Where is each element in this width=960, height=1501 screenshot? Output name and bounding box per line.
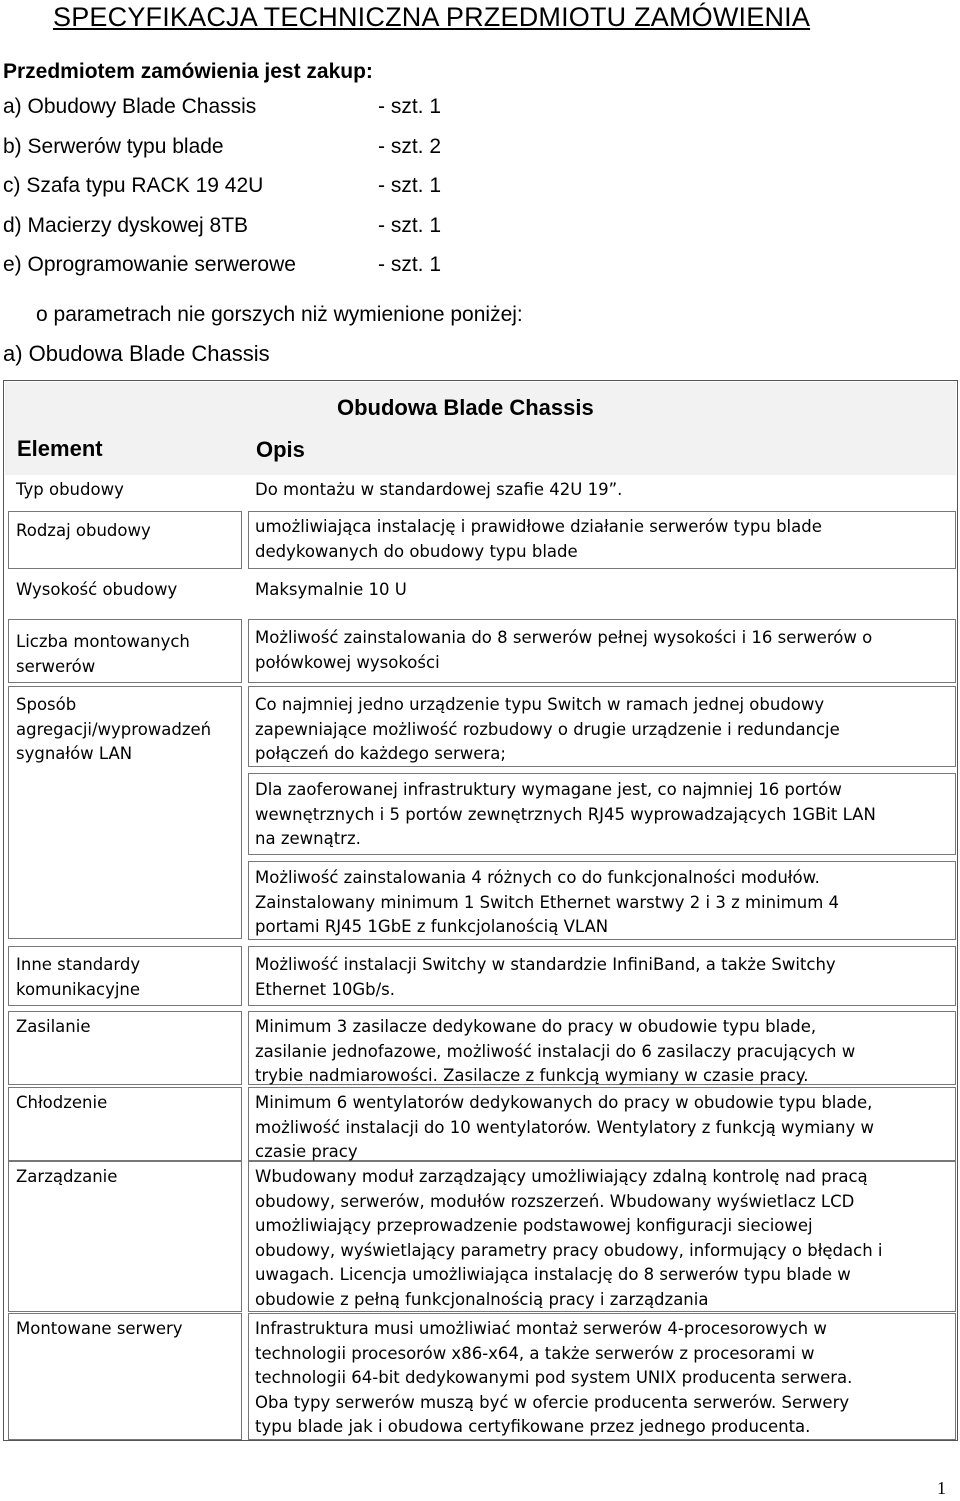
description-line: wewnętrznych i 5 portów zewnętrznych RJ45 wyprowadzających 1GBit LAN (255, 804, 876, 824)
spec-row-label (16, 1091, 236, 1116)
description-line: typu blade jak i obudowa certyfikowane przez jednego producenta. (255, 1417, 811, 1436)
list-item (3, 174, 442, 215)
description-line: Co najmniej jedno urządzenie typu Switch w ramach jednej obudowy (255, 695, 825, 714)
label-line: Wysokość obudowy (16, 580, 178, 599)
description-line: Ethernet 10Gb/s. (255, 979, 395, 999)
label-line: Montowane serwery (16, 1319, 183, 1338)
description-line: zapewniające możliwość rozbudowy o drugie urządzenie i redundancje (255, 719, 840, 739)
spec-row-label (16, 478, 236, 503)
spec-table (3, 380, 958, 1441)
label-line: Chłodzenie (16, 1093, 108, 1112)
description-line: na zewnątrz. (255, 829, 361, 848)
description-line: Dla zaoferowanej infrastruktury wymagane jest, co najmniej 16 portów (255, 780, 842, 799)
description-line: technologii 64-bit dedykowanymi pod system UNIX producenta serwera. (255, 1368, 853, 1387)
description-line: Infrastruktura musi umożliwiać montaż serwerów 4-procesorowych w (255, 1319, 827, 1338)
label-line: Typ obudowy (16, 480, 124, 499)
description-line: połówkowej wysokości (255, 652, 440, 672)
list-item (3, 253, 442, 294)
spec-row-description (255, 866, 955, 940)
spec-row-description (255, 1317, 955, 1440)
spec-row-label (16, 1165, 236, 1190)
description-line: Maksymalnie 10 U (255, 580, 407, 599)
description-line: zasilanie jednofazowe, możliwość instalacji do 6 zasilaczy pracujących w (255, 1041, 856, 1061)
description-line: Zainstalowany minimum 1 Switch Ethernet warstwy 2 i 3 z minimum 4 (255, 892, 840, 912)
intro-text: Przedmiotem zamówienia jest zakup: (3, 60, 373, 83)
item-quantity: - szt. 1 (378, 253, 442, 276)
item-quantity: - szt. 1 (378, 95, 442, 118)
spec-row-description (255, 953, 955, 1002)
description-line: Oba typy serwerów muszą być w ofercie producenta serwerów. Serwery (255, 1392, 850, 1412)
spec-row-label (16, 578, 236, 603)
description-line: Do montażu w standardowej szafie 42U 19”. (255, 480, 623, 499)
label-line: komunikacyjne (16, 979, 141, 999)
item-quantity: - szt. 1 (378, 174, 442, 197)
list-item (3, 95, 442, 136)
spec-row-description (255, 478, 955, 503)
label-line: Zarządzanie (16, 1167, 118, 1186)
description-line: czasie pracy (255, 1142, 358, 1161)
description-line: portami RJ45 1GbE z funkcjolanością VLAN (255, 917, 609, 936)
list-item (3, 213, 442, 255)
label-line: Rodzaj obudowy (16, 521, 151, 540)
item-quantity: - szt. 1 (378, 213, 442, 237)
spec-row-description (255, 778, 955, 852)
description-line: możliwość instalacji do 10 wentylatorów. Wentylatory z funkcją wymiany w (255, 1117, 874, 1137)
table-header (5, 382, 956, 475)
description-line: połączeń do każdego serwera; (255, 744, 506, 763)
label-line: serwerów (16, 656, 96, 676)
item-label: d) Macierzy dyskowej 8TB (3, 213, 249, 237)
label-line: Sposób (16, 695, 77, 714)
column-header-opis: Opis (256, 437, 305, 462)
description-line: Wbudowany moduł zarządzający umożliwiający zdalną kontrolę nad pracą (255, 1167, 868, 1186)
spec-row-description (255, 578, 955, 603)
description-line: umożliwiająca instalację i prawidłowe działanie serwerów typu blade (255, 517, 822, 536)
spec-row-description (255, 1165, 955, 1312)
label-line: Zasilanie (16, 1017, 91, 1036)
spec-row-label (16, 519, 236, 544)
description-line: Możliwość zainstalowania 4 różnych co do funkcjonalności modułów. (255, 868, 820, 887)
description-line: Minimum 6 wentylatorów dedykowanych do pracy w obudowie typu blade, (255, 1093, 873, 1112)
spec-row-label (16, 630, 236, 679)
item-label: c) Szafa typu RACK 19 42U (3, 174, 264, 197)
description-line: umożliwiający przeprowadzenie podstawowej konfiguracji sieciowej (255, 1216, 813, 1235)
table-title: Obudowa Blade Chassis (337, 395, 594, 420)
description-line: technologii procesorów x86-x64, a także serwerów z procesorami w (255, 1343, 815, 1363)
spec-row-description (255, 1091, 955, 1165)
spec-row-label (16, 693, 236, 767)
spec-row-description (255, 693, 955, 767)
label-line: Inne standardy (16, 955, 141, 974)
description-line: Możliwość instalacji Switchy w standardzie InfiniBand, a także Switchy (255, 955, 836, 974)
item-label: e) Oprogramowanie serwerowe (3, 253, 296, 276)
spec-row-label (16, 953, 236, 1002)
spec-row-description (255, 626, 955, 675)
label-line: sygnałów LAN (16, 744, 133, 763)
item-label: a) Obudowy Blade Chassis (3, 95, 257, 118)
column-header-element: Element (17, 436, 103, 461)
section-title: a) Obudowa Blade Chassis (3, 341, 270, 366)
description-line: obudowy, wyświetlający parametry pracy obudowy, informujący o błędach i (255, 1240, 883, 1260)
description-line: trybie nadmiarowości. Zasilacze z funkcją wymiany w czasie pracy. (255, 1066, 809, 1085)
spec-row-label (16, 1317, 236, 1342)
description-line: obudowie z pełną funkcjonalnością pracy i zarządzania (255, 1289, 709, 1309)
description-line: uwagach. Licencja umożliwiająca instalację do 8 serwerów typu blade w (255, 1265, 851, 1284)
description-line: Możliwość zainstalowania do 8 serwerów pełnej wysokości i 16 serwerów o (255, 628, 873, 647)
document-title: SPECYFIKACJA TECHNICZNA PRZEDMIOTU ZAMÓWIENIA (53, 2, 811, 32)
item-list (3, 95, 442, 294)
description-line: dedykowanych do obudowy typu blade (255, 541, 578, 561)
description-line: Minimum 3 zasilacze dedykowane do pracy w obudowie typu blade, (255, 1017, 817, 1036)
spec-row-label (16, 1015, 236, 1040)
description-line: obudowy, serwerów, modułów rozszerzeń. Wbudowany wyświetlacz LCD (255, 1191, 855, 1211)
parameters-note: o parametrach nie gorszych niż wymienione poniżej: (36, 303, 523, 326)
spec-row-description (255, 515, 955, 564)
item-quantity: - szt. 2 (378, 134, 442, 158)
page-number: 1 (937, 1478, 946, 1498)
item-label: b) Serwerów typu blade (3, 134, 224, 158)
label-line: agregacji/wyprowadzeń (16, 719, 212, 739)
list-item (3, 134, 442, 176)
spec-row-description (255, 1015, 955, 1089)
label-line: Liczba montowanych (16, 632, 190, 651)
